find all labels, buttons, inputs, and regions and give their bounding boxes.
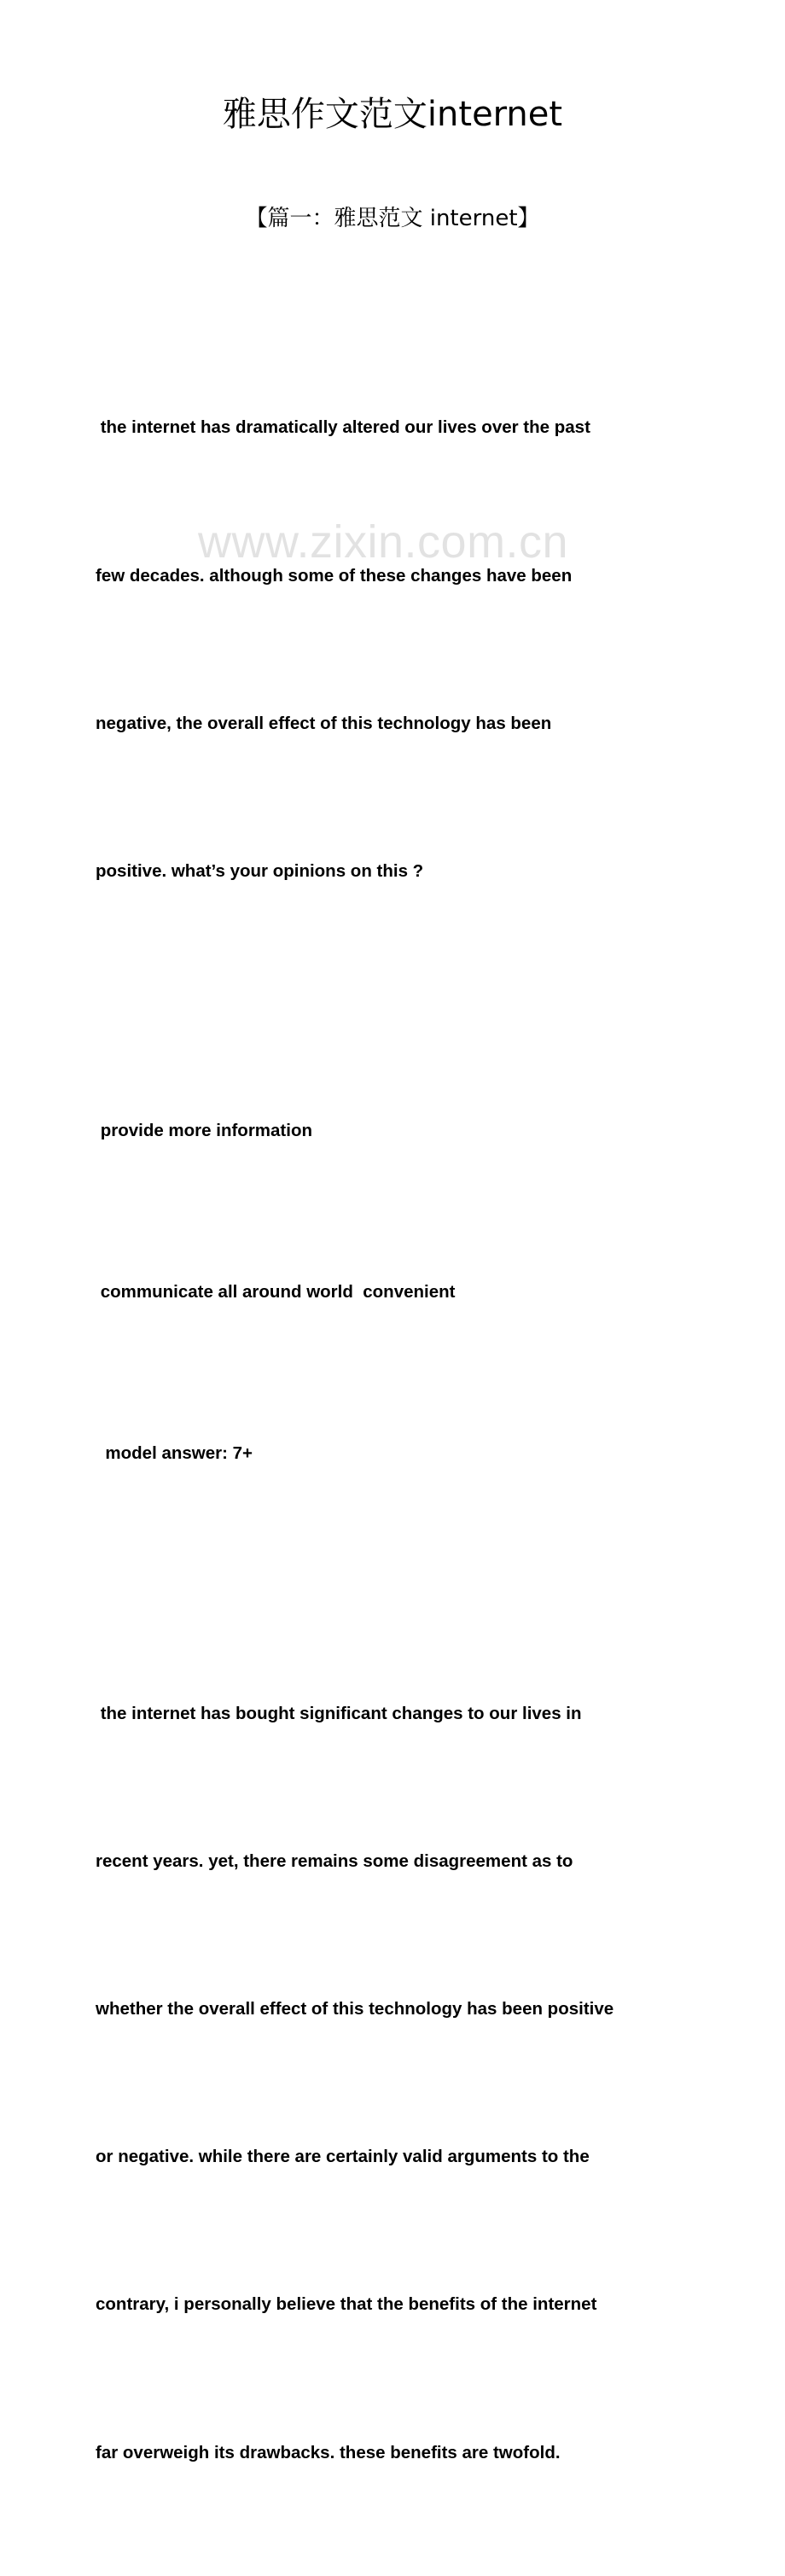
document-body (96, 305, 693, 2576)
text-line: contrary, i personally believe that the benefits of the internet (96, 2294, 597, 2315)
text-line: negative, the overall effect of this technology has been (96, 713, 552, 733)
watermark: www.zixin.com.cn (198, 516, 569, 568)
text-line: or negative. while there are certainly valid arguments to the (96, 2147, 590, 2167)
note-line: provide more information (96, 1121, 312, 1141)
section-heading: 【篇一：雅思范文 internet】 (245, 206, 540, 231)
text-line: positive. what’s your opinions on this ? (96, 860, 424, 881)
document-title: 雅思作文范文internet (222, 95, 563, 134)
note-line: communicate all around world convenient (96, 1282, 456, 1303)
answer-paragraph (96, 1591, 693, 2576)
text-line: whether the overall effect of this technology has been positive (96, 1999, 614, 2019)
text-line: the internet has bought significant changes to our lives in (96, 1703, 582, 1723)
text-line: few decades. although some of these changes have been (96, 565, 573, 586)
text-line: recent years. yet, there remains some disagreement as to (96, 1851, 573, 1872)
text-line: the internet has dramatically altered our lives over the past (96, 417, 590, 438)
text-line: far overweigh its drawbacks. these benefits are twofold. (96, 2442, 561, 2462)
note-line: model answer: 7+ (96, 1443, 253, 1464)
question-paragraph (96, 305, 693, 994)
notes (96, 994, 693, 1577)
